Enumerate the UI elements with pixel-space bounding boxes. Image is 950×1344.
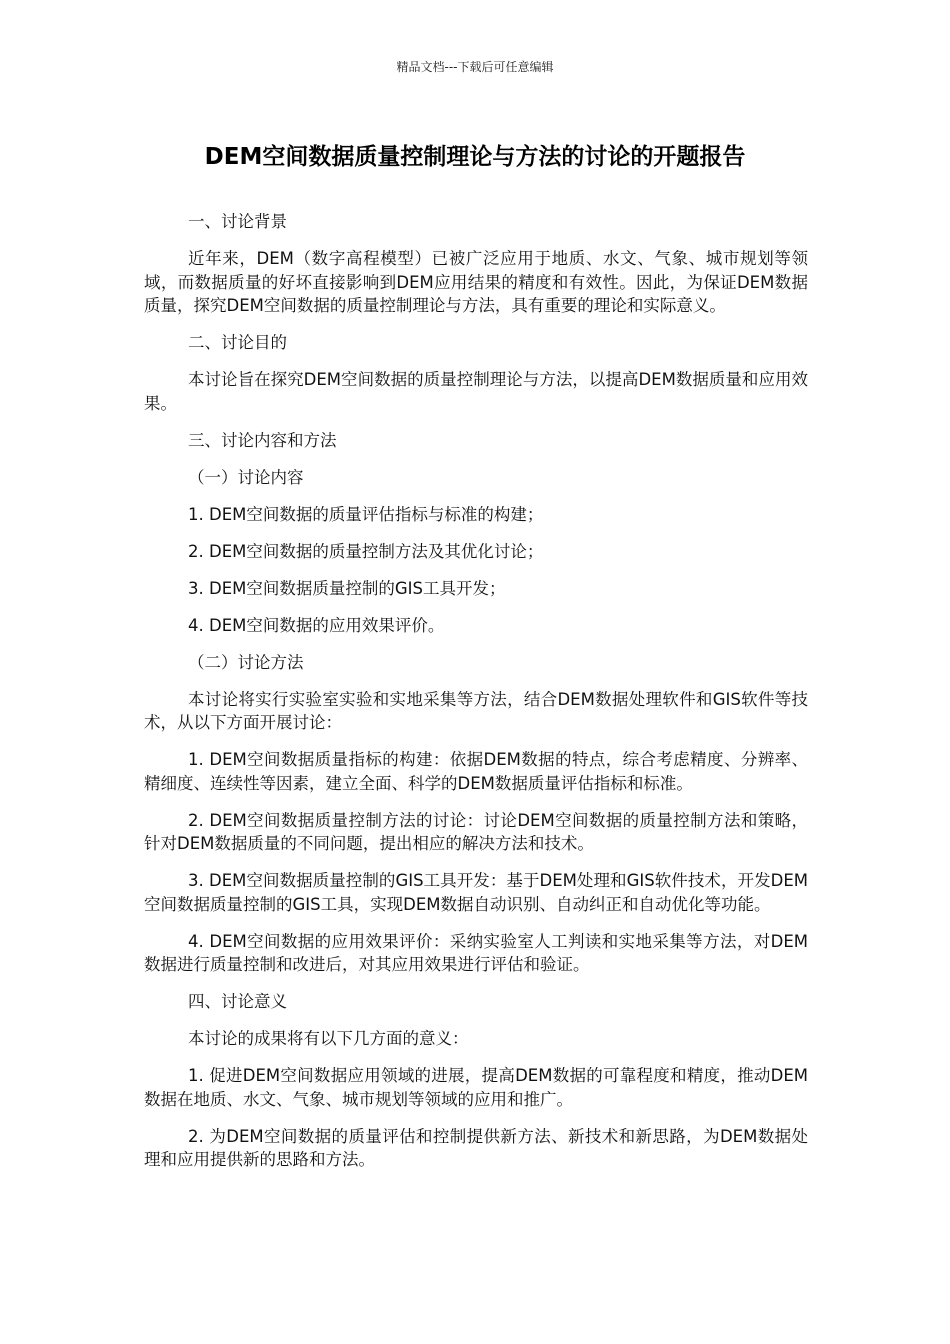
section-heading-significance: 四、讨论意义 (188, 992, 287, 1011)
content-item-4: 4. DEM空间数据的应用效果评价。 (188, 615, 445, 635)
subsection-heading-methods: （二）讨论方法 (188, 652, 304, 672)
method-item-4: 4. DEM空间数据的应用效果评价：采纳实验室人工判读和实地采集等方法，对DEM数据进行质量控制和改进后，对其应用效果进行评估和验证。 (144, 931, 808, 974)
content-item-3: 3. DEM空间数据质量控制的GIS工具开发； (188, 578, 506, 598)
page-header-note: 精品文档---下载后可任意编辑 (396, 60, 554, 74)
method-item-1: 1. DEM空间数据质量指标的构建：依据DEM数据的特点，综合考虑精度、分辨率、精细度、连续性等因素，建立全面、科学的DEM数据质量评估指标和标准。 (144, 750, 808, 793)
section-heading-purpose: 二、讨论目的 (188, 333, 287, 352)
content-item-2: 2. DEM空间数据的质量控制方法及其优化讨论； (188, 541, 544, 561)
method-item-2: 2. DEM空间数据质量控制方法的讨论：讨论DEM空间数据的质量控制方法和策略，针对DEM数据质量的不同问题，提出相应的解决方法和技术。 (144, 810, 808, 853)
section-heading-background: 一、讨论背景 (188, 212, 287, 231)
subsection-heading-content: （一）讨论内容 (188, 467, 304, 487)
method-item-3: 3. DEM空间数据质量控制的GIS工具开发：基于DEM处理和GIS软件技术，开发DEM空间数据质量控制的GIS工具，实现DEM数据自动识别、自动纠正和自动优化等功能。 (144, 871, 808, 914)
significance-item-1: 1. 促进DEM空间数据应用领域的进展，提高DEM数据的可靠程度和精度，推动DEM数据在地质、水文、气象、城市规划等领域的应用和推广。 (144, 1066, 808, 1109)
content-item-1: 1. DEM空间数据的质量评估指标与标准的构建； (188, 504, 544, 524)
paragraph-methods-intro: 本讨论将实行实验室实验和实地采集等方法，结合DEM数据处理软件和GIS软件等技术，从以下方面开展讨论： (144, 689, 808, 732)
paragraph-purpose: 本讨论旨在探究DEM空间数据的质量控制理论与方法，以提高DEM数据质量和应用效果。 (144, 370, 808, 413)
document-title: DEM空间数据质量控制理论与方法的讨论的开题报告 (204, 144, 746, 170)
significance-item-2: 2. 为DEM空间数据的质量评估和控制提供新方法、新技术和新思路，为DEM数据处理和应用提供新的思路和方法。 (144, 1126, 808, 1169)
paragraph-significance-intro: 本讨论的成果将有以下几方面的意义： (188, 1029, 469, 1048)
section-heading-content-methods: 三、讨论内容和方法 (188, 430, 337, 450)
document-body (144, 210, 808, 1185)
paragraph-background: 近年来，DEM（数字高程模型）已被广泛应用于地质、水文、气象、城市规划等领域，而数据质量的好坏直接影响到DEM应用结果的精度和有效性。因此，为保证DEM数据质量，探究DEM空间数据的质量控制理论与方法，具有重要的理论和实际意义。 (144, 249, 808, 315)
